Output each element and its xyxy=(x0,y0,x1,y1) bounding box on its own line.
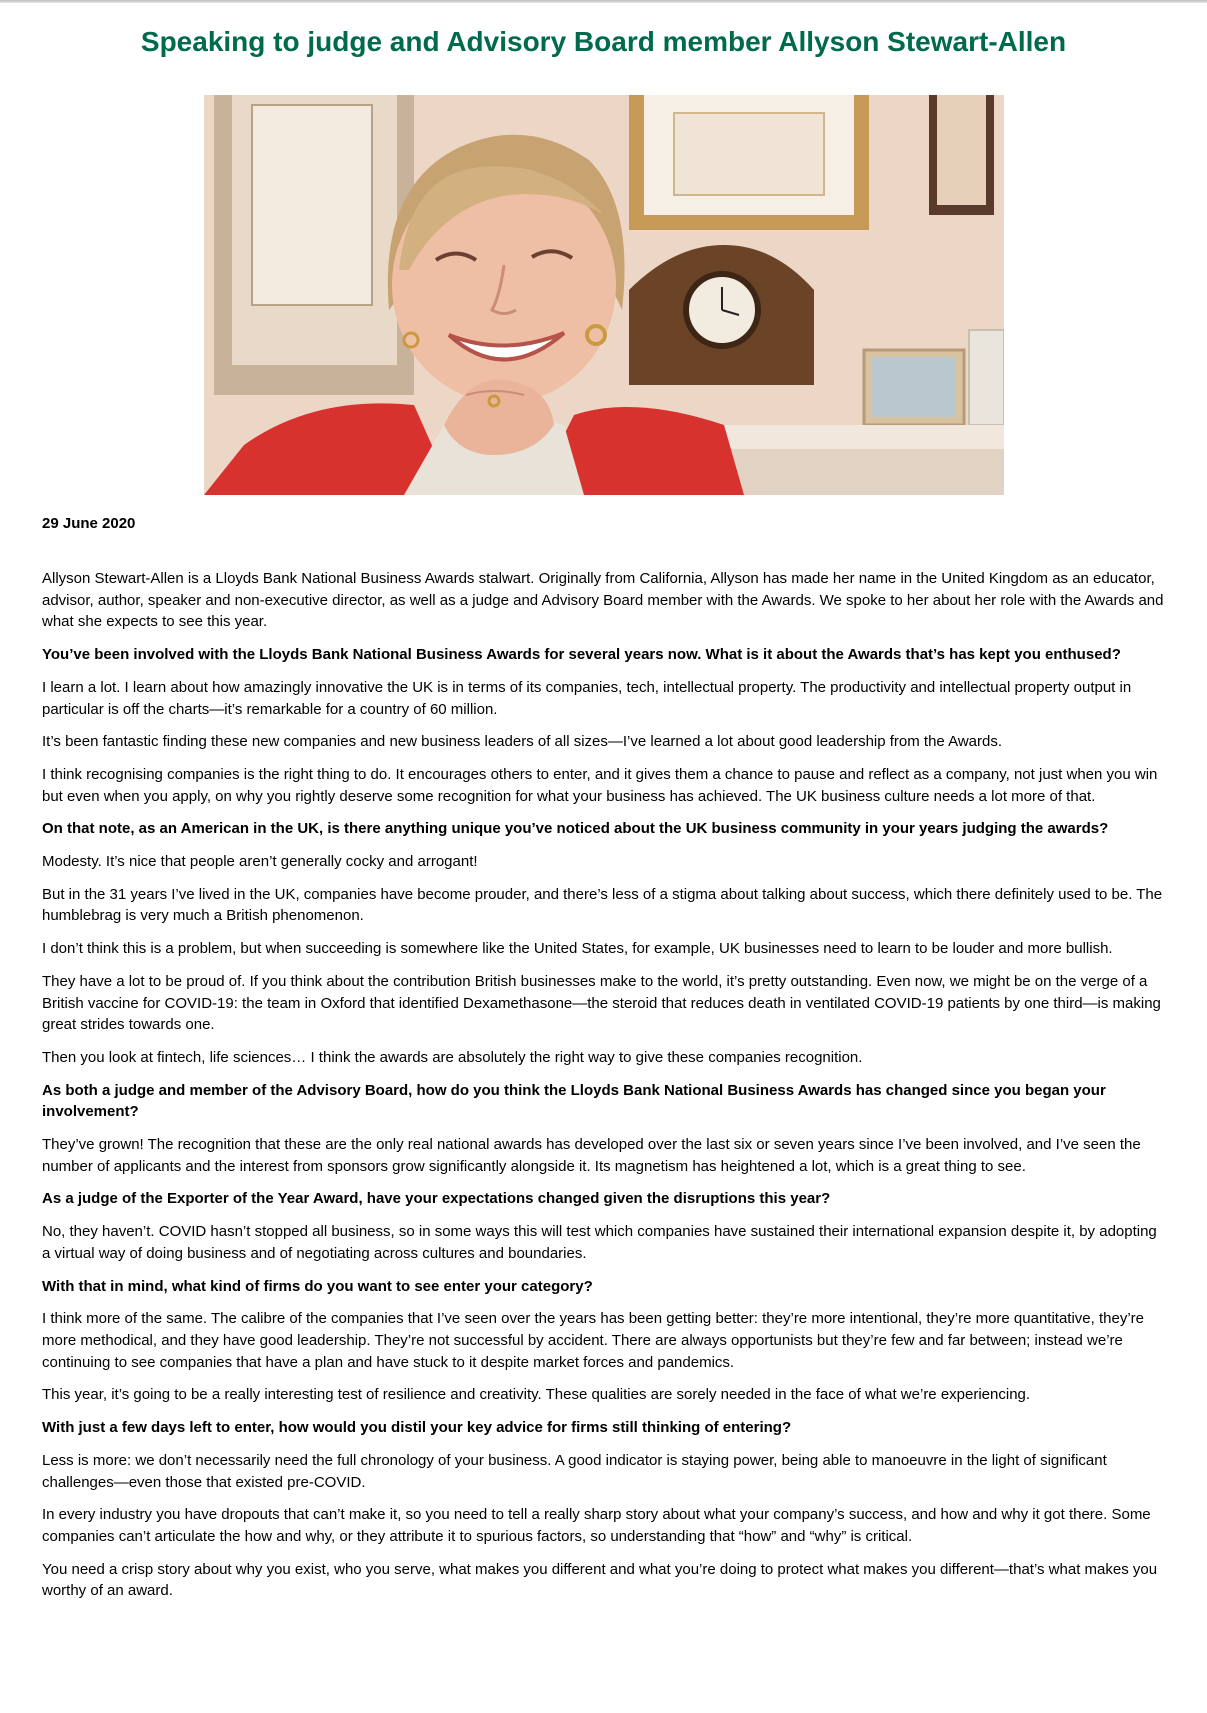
interview-answer: They have a lot to be proud of. If you think about the contribution British businesses make to the world, it’s pretty outstanding. Even now, we might be on the verge of a British vaccine for COVID-19: the team in Oxford that identified Dexamethasone—the steroid that reduces death in ventilated COVID-19 patients by one third—is making great strides towards one. xyxy=(42,972,1161,1034)
portrait-illustration xyxy=(204,95,1004,495)
interview-answer: In every industry you have dropouts that can’t make it, so you need to tell a really sharp story about what your company’s success, and how and why it got there. Some companies can’t articulate the how and why, or they attribute it to spurious factors, so understanding that “how” and “why” is critical. xyxy=(42,1506,1151,1545)
interview-answer: Then you look at fintech, life sciences… I think the awards are absolutely the right way to give these companies recognition. xyxy=(42,1048,863,1066)
interview-answer: It’s been fantastic finding these new companies and new business leaders of all sizes—I’ve learned a lot about good leadership from the Awards. xyxy=(42,733,1003,751)
interview-answer: This year, it’s going to be a really interesting test of resilience and creativity. These qualities are sorely needed in the face of what we’re experiencing. xyxy=(42,1386,1031,1404)
interview-answer: I don’t think this is a problem, but when succeeding is somewhere like the United States, for example, UK businesses need to learn to be louder and more bullish. xyxy=(42,940,1113,958)
interview-answer: I think recognising companies is the right thing to do. It encourages others to enter, and it gives them a chance to pause and reflect as a company, not just when you win but even when you apply, on why you rightly deserve some recognition for what your business has achieved. The UK business culture needs a lot more of that. xyxy=(42,765,1158,805)
interview-answer: They’ve grown! The recognition that these are the only real national awards has developed over the last six or seven years since I’ve been involved, and I’ve seen the number of applicants and the interest from sponsors grow significantly alongside it. Its magnetism has heightened a lot, which is a great thing to see. xyxy=(42,1136,1141,1175)
interview-answer: You need a crisp story about why you exist, who you serve, what makes you different and what you’re doing to protect what makes you different—that’s what makes you worthy of an award. xyxy=(42,1560,1158,1600)
interview-question: With just a few days left to enter, how would you distil your key advice for firms still thinking of entering? xyxy=(42,1419,792,1437)
interview-answer: I think more of the same. The calibre of the companies that I’ve seen over the years has been getting better: they’re more intentional, they’re more quantitative, they’re more methodical, and they have good leadership. They’re not successful by accident. There are always opportunists but they’re few and far between; instead we’re continuing to see companies that have a plan and have stuck to it despite market forces and pandemics. xyxy=(42,1310,1144,1371)
interview-answer: No, they haven’t. COVID hasn’t stopped all business, so in some ways this will test which companies have sustained their international expansion despite it, by adopting a virtual way of doing business and of negotiating across cultures and boundaries. xyxy=(42,1223,1157,1262)
interview-question: With that in mind, what kind of firms do you want to see enter your category? xyxy=(42,1277,593,1295)
interview-question: As both a judge and member of the Advisory Board, how do you think the Lloyds Bank National Business Awards has changed since you began your involvement? xyxy=(42,1081,1106,1121)
article xyxy=(0,23,1207,1602)
interview-question: As a judge of the Exporter of the Year Award, have your expectations changed given the disruptions this year? xyxy=(42,1190,831,1208)
article-body xyxy=(42,568,1165,1602)
interview-answer: Modesty. It’s nice that people aren’t generally cocky and arrogant! xyxy=(42,853,478,871)
interview-question: On that note, as an American in the UK, is there anything unique you’ve noticed about the UK business community in your years judging the awards? xyxy=(42,820,1109,838)
interview-answer: Less is more: we don’t necessarily need the full chronology of your business. A good indicator is staying power, being able to manoeuvre in the light of significant challenges—even those that existed pre-COVID. xyxy=(42,1451,1107,1491)
portrait-photo xyxy=(204,95,1004,495)
article-date: 29 June 2020 xyxy=(42,515,136,532)
interview-answer: But in the 31 years I’ve lived in the UK, companies have become prouder, and there’s less of a stigma about talking about success, which there definitely used to be. The humblebrag is very much a British phenomenon. xyxy=(42,885,1163,925)
article-title: Speaking to judge and Advisory Board member Allyson Stewart-Allen xyxy=(140,26,1067,57)
top-border xyxy=(0,0,1207,3)
intro-paragraph: Allyson Stewart-Allen is a Lloyds Bank National Business Awards stalwart. Originally from California, Allyson has made her name in the United Kingdom as an educator, advisor, author, speaker and non-executive director, as well as a judge and Advisory Board member with the Awards. We spoke to her about her role with the Awards and what she expects to see this year. xyxy=(42,570,1164,631)
interview-question: You’ve been involved with the Lloyds Bank National Business Awards for several years now. What is it about the Awards that’s has kept you enthused? xyxy=(42,646,1121,664)
interview-answer: I learn a lot. I learn about how amazingly innovative the UK is in terms of its companies, tech, intellectual property. The productivity and intellectual property output in particular is off the charts—it’s remarkable for a country of 60 million. xyxy=(42,678,1132,718)
